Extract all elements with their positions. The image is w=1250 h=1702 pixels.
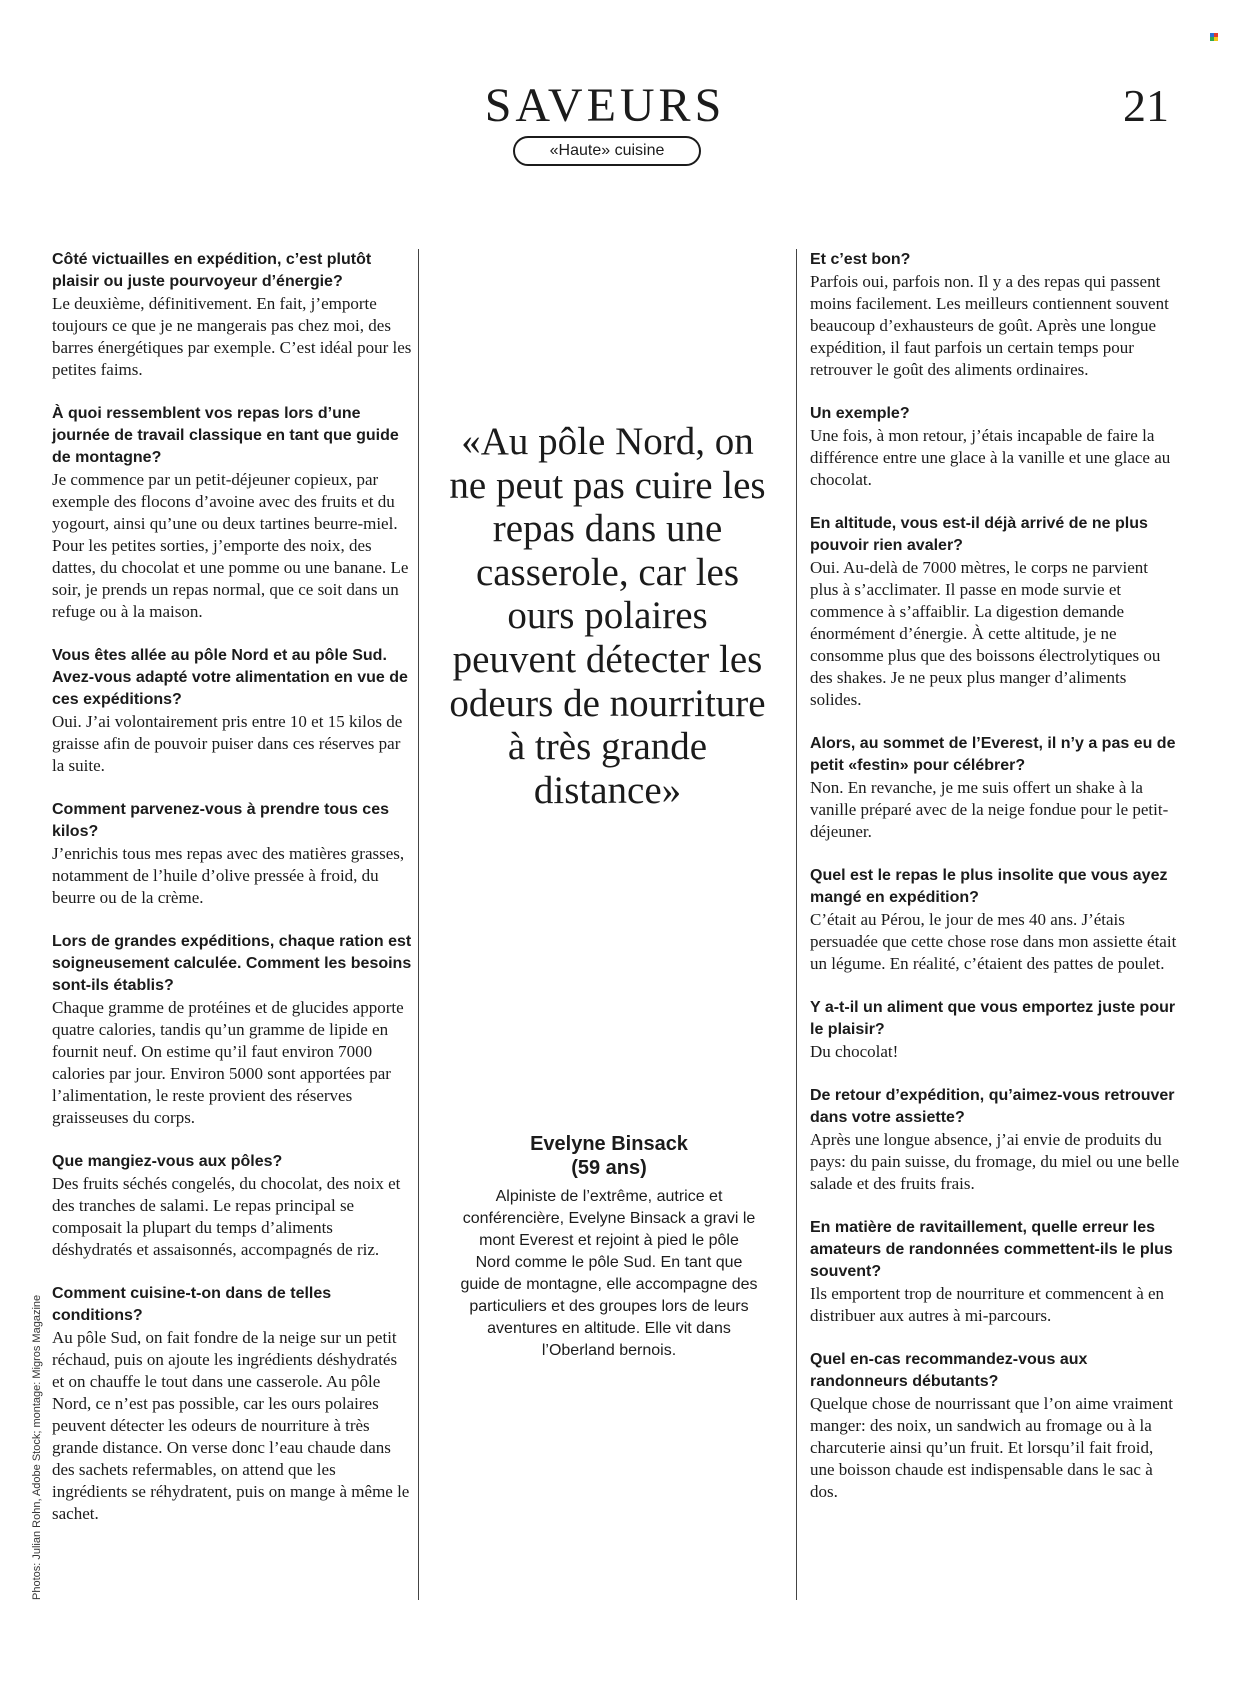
question: En altitude, vous est-il déjà arrivé de ne plus pouvoir rien avaler? xyxy=(810,515,1148,554)
question: À quoi ressemblent vos repas lors d’une journée de travail classique en tant que guide de montagne? xyxy=(52,405,399,466)
bio-age: (59 ans) xyxy=(571,1157,647,1179)
answer: Parfois oui, parfois non. Il y a des repas qui passent moins facilement. Les meilleurs contiennent souvent beaucoup d’exhausteurs de goût. Après une longue expédition, il faut parfois un certain temps pour retrouver le goût des aliments ordinaires. xyxy=(810,272,1169,379)
question: Côté victuailles en expédition, c’est plutôt plaisir ou juste pourvoyeur d’énergie? xyxy=(52,251,372,290)
qa-block xyxy=(810,1349,1180,1503)
qa-block xyxy=(810,997,1180,1063)
photo-credit: Photos: Julian Rohn, Adobe Stock; montage: Migros Magazine xyxy=(31,1294,43,1600)
qa-block xyxy=(810,1085,1180,1195)
question: Que mangiez-vous aux pôles? xyxy=(52,1153,283,1170)
answer: Quelque chose de nourrissant que l’on aime vraiment manger: des noix, un sandwich au fromage ou à la charcuterie ainsi qu’un fruit. Et lorsqu’il fait froid, une boisson chaude est indispensable dans le sac à dos. xyxy=(810,1394,1174,1501)
answer: Au pôle Sud, on fait fondre de la neige sur un petit réchaud, puis on ajoute les ingrédients déshydratés et on chauffe le tout dans une casserole. Au pôle Nord, ce n’est pas possible, car les ours polaires peuvent détecter les odeurs de nourriture à très grande distance. On verse donc l’eau chaude dans des sachets refermables, on attend que les ingrédients se réhydratent, puis on mange à même le sachet. xyxy=(52,1328,410,1523)
bio-name: Evelyne Binsack xyxy=(530,1133,688,1155)
column-divider xyxy=(796,249,797,1600)
question: Quel en-cas recommandez-vous aux randonneurs débutants? xyxy=(810,1351,1088,1390)
qa-block xyxy=(810,513,1180,711)
question: Vous êtes allée au pôle Nord et au pôle Sud. Avez-vous adapté votre alimentation en vue de ces expéditions? xyxy=(52,647,408,708)
qa-block xyxy=(52,931,412,1129)
question: Un exemple? xyxy=(810,405,910,422)
answer: Oui. J’ai volontairement pris entre 10 et 15 kilos de graisse afin de pouvoir puiser dans ces réserves par la suite. xyxy=(52,712,403,775)
rubric-badge: «Haute» cuisine xyxy=(513,136,701,166)
answer: Ils emportent trop de nourriture et commencent à en distribuer aux autres à mi-parcours. xyxy=(810,1284,1165,1325)
question: Lors de grandes expéditions, chaque ration est soigneusement calculée. Comment les besoins sont-ils établis? xyxy=(52,933,412,994)
answer: Des fruits séchés congelés, du chocolat, des noix et des tranches de salami. Le repas principal se composait la plupart du temps d’aliments déshydratés et assaisonnés, accompagnés de riz. xyxy=(52,1174,401,1259)
qa-block xyxy=(52,1151,412,1261)
answer: Je commence par un petit-déjeuner copieux, par exemple des flocons d’avoine avec des fruits et du yogourt, ainsi qu’une ou deux tartines beurre-miel. Pour les petites sorties, j’emporte des noix, des dattes, du chocolat et une pomme ou une banane. Le soir, je prends un repas normal, que ce soit dans un refuge ou à la maison. xyxy=(52,470,409,621)
question: En matière de ravitaillement, quelle erreur les amateurs de randonnées commettent-ils le plus souvent? xyxy=(810,1219,1173,1280)
answer: Oui. Au-delà de 7000 mètres, le corps ne parvient plus à s’acclimater. Il passe en mode survie et commence à s’affaiblir. La digestion demande énormément d’énergie. À cette altitude, je ne consomme plus que des boissons électrolytiques ou des shakes. Je ne peux plus manger d’aliments solides. xyxy=(810,558,1161,709)
answer: Après une longue absence, j’ai envie de produits du pays: du pain suisse, du fromage, du miel ou une belle salade et des fruits frais. xyxy=(810,1130,1180,1193)
answer: Le deuxième, définitivement. En fait, j’emporte toujours ce que je ne mangerais pas chez moi, des barres énergétiques par exemple. C’est idéal pour les petites faims. xyxy=(52,294,412,379)
answer: Une fois, à mon retour, j’étais incapable de faire la différence entre une glace à la vanille et une glace au chocolat. xyxy=(810,426,1171,489)
pull-quote: «Au pôle Nord, on ne peut pas cuire les repas dans une casserole, car les ours polaires peuvent détecter les odeurs de nourriture à très grande distance» xyxy=(449,420,766,812)
interview-column-right xyxy=(810,249,1180,1525)
bio-box xyxy=(460,1132,758,1362)
page-number: 21 xyxy=(1123,80,1169,131)
qa-block xyxy=(52,1283,412,1525)
question: Comment parvenez-vous à prendre tous ces kilos? xyxy=(52,801,389,840)
color-registration-icon xyxy=(1210,33,1218,41)
qa-block xyxy=(52,645,412,777)
qa-block xyxy=(810,249,1180,381)
qa-block xyxy=(810,403,1180,491)
qa-block xyxy=(52,249,412,381)
qa-block xyxy=(52,799,412,909)
section-title: SAVEURS xyxy=(484,79,726,132)
answer: Chaque gramme de protéines et de glucides apporte quatre calories, tandis qu’un gramme de lipide en fournit neuf. On estime qu’il faut environ 7000 calories par jour. Environ 5000 sont apportées par l’alimentation, le reste provient des réserves graisseuses du corps. xyxy=(52,998,404,1127)
qa-block xyxy=(810,733,1180,843)
answer: J’enrichis tous mes repas avec des matières grasses, notamment de l’huile d’olive pressée à froid, du beurre ou de la crème. xyxy=(52,844,405,907)
qa-block xyxy=(52,403,412,623)
question: Y a-t-il un aliment que vous emportez juste pour le plaisir? xyxy=(810,999,1176,1038)
question: Comment cuisine-t-on dans de telles conditions? xyxy=(52,1285,332,1324)
column-divider xyxy=(418,249,419,1600)
question: De retour d’expédition, qu’aimez-vous retrouver dans votre assiette? xyxy=(810,1087,1175,1126)
question: Quel est le repas le plus insolite que vous ayez mangé en expédition? xyxy=(810,867,1168,906)
question: Et c’est bon? xyxy=(810,251,911,268)
qa-block xyxy=(810,1217,1180,1327)
question: Alors, au sommet de l’Everest, il n’y a pas eu de petit «festin» pour célébrer? xyxy=(810,735,1176,774)
qa-block xyxy=(810,865,1180,975)
answer: Non. En revanche, je me suis offert un shake à la vanille préparé avec de la neige fondue pour le petit-déjeuner. xyxy=(810,778,1169,841)
interview-column-left xyxy=(52,249,412,1547)
answer: Du chocolat! xyxy=(810,1042,899,1061)
answer: C’était au Pérou, le jour de mes 40 ans. J’étais persuadée que cette chose rose dans mon assiette était un légume. En réalité, c’étaient des pattes de poulet. xyxy=(810,910,1177,973)
bio-text: Alpiniste de l’extrême, autrice et conférencière, Evelyne Binsack a gravi le mont Everest et rejoint à pied le pôle Nord comme le pôle Sud. En tant que guide de montagne, elle accompagne des particuliers et des groupes lors de leurs aventures en altitude. Elle vit dans l’Oberland bernois. xyxy=(460,1188,758,1359)
